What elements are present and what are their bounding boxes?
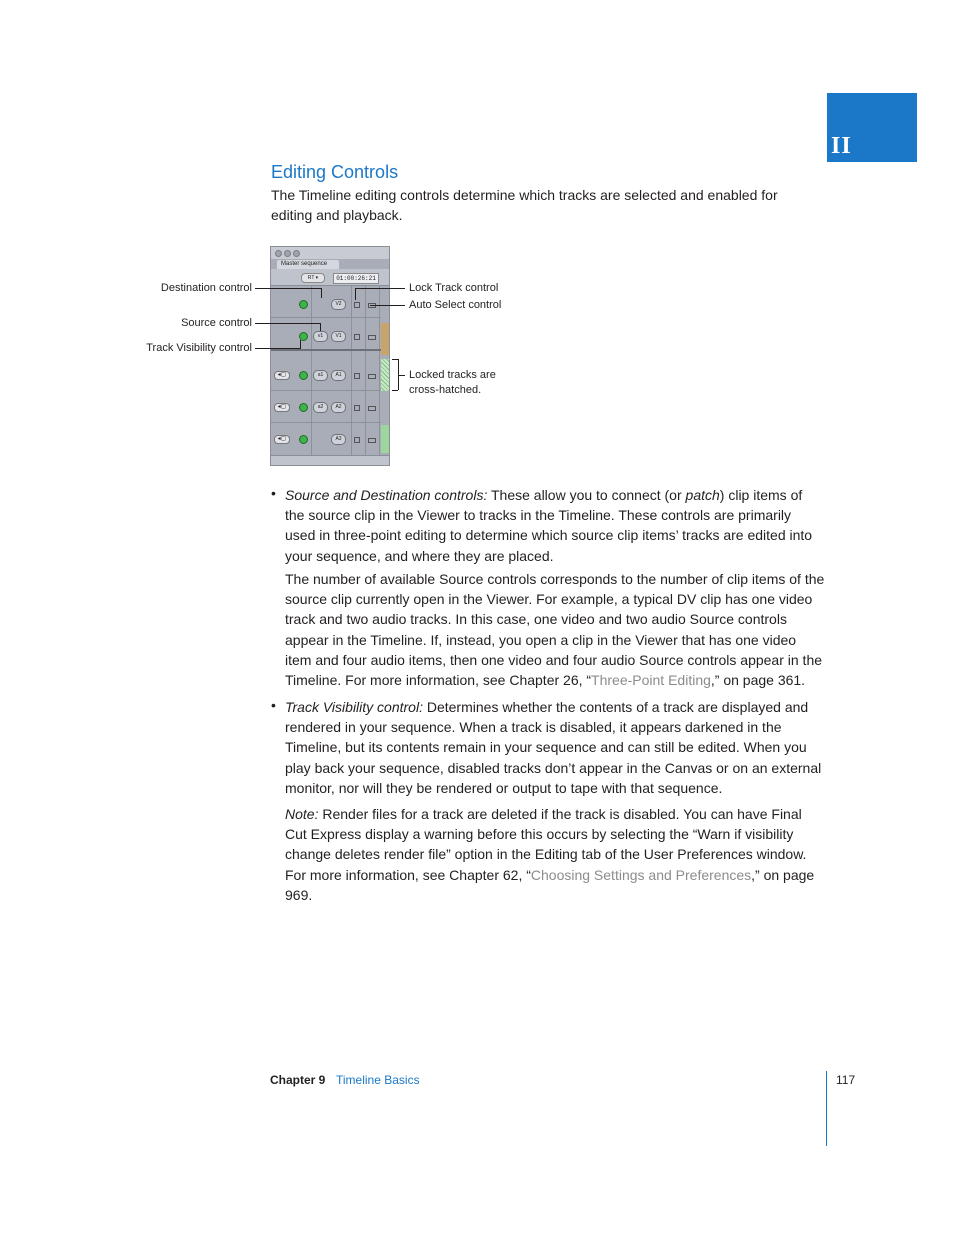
window-close-icon xyxy=(275,250,282,257)
callout-line xyxy=(255,348,300,349)
track-visibility-icon xyxy=(299,403,308,412)
bullet-italic-word: patch xyxy=(685,487,720,503)
part-tab-label: II xyxy=(831,133,852,159)
track-visibility-icon xyxy=(299,371,308,380)
callout-line xyxy=(300,340,301,349)
section-heading: Editing Controls xyxy=(271,162,399,182)
callout-line xyxy=(320,323,321,331)
track-row-v2 xyxy=(271,287,381,318)
auto-select-icon xyxy=(368,406,376,411)
cross-reference-link[interactable]: Choosing Settings and Preferences xyxy=(530,866,752,883)
callout-track-visibility-control: Track Visibility control xyxy=(146,342,252,354)
track-row-a1 xyxy=(271,360,381,391)
destination-control: V2 xyxy=(331,299,346,310)
auto-select-icon xyxy=(368,374,376,379)
callout-lock-track-control: Lock Track control xyxy=(409,282,499,294)
bullet-marker: • xyxy=(271,485,276,501)
callout-line xyxy=(255,288,321,289)
window-zoom-icon xyxy=(293,250,300,257)
callout-line xyxy=(355,288,405,289)
footer-chapter: Chapter 9 xyxy=(270,1073,326,1087)
locked-track-hatch xyxy=(381,359,390,391)
bullet-followup-paragraph xyxy=(285,569,825,690)
source-control: v1 xyxy=(313,331,328,342)
lock-icon xyxy=(354,302,360,308)
destination-control: A3 xyxy=(331,434,346,445)
timecode-display: 01:00:26:21 xyxy=(333,273,379,284)
callout-line xyxy=(355,288,356,300)
callout-line xyxy=(398,375,405,376)
speaker-icon: ◂▢ xyxy=(274,371,290,380)
window-titlebar xyxy=(271,247,390,259)
speaker-icon: ◂▢ xyxy=(274,403,290,412)
callout-line xyxy=(370,305,405,306)
lock-icon xyxy=(354,405,360,411)
note-paragraph xyxy=(285,804,825,905)
lock-icon xyxy=(354,373,360,379)
cross-reference-link[interactable]: Three-Point Editing xyxy=(591,672,711,689)
callout-bracket xyxy=(392,390,398,391)
note-text: ,” on page 969. xyxy=(285,866,815,903)
auto-select-icon xyxy=(368,438,376,443)
track-row-a2 xyxy=(271,392,381,423)
auto-select-icon xyxy=(368,335,376,340)
bullet-source-destination xyxy=(285,485,825,566)
callout-destination-control: Destination control xyxy=(160,282,252,294)
lock-icon xyxy=(354,437,360,443)
source-control: a1 xyxy=(313,370,328,381)
callout-locked-tracks-line2: cross-hatched. xyxy=(409,384,482,396)
sequence-tab: Master sequence xyxy=(277,260,339,269)
footer-chapter-title: Timeline Basics xyxy=(336,1073,420,1087)
bullet-marker: • xyxy=(271,697,276,713)
timeline-screenshot xyxy=(270,246,390,466)
lock-icon xyxy=(354,334,360,340)
part-tab xyxy=(827,93,917,162)
section-intro: The Timeline editing controls determine which tracks are selected and enabled for editing and playback. xyxy=(271,187,778,224)
page-number: 117 xyxy=(836,1073,856,1087)
track-row-a3 xyxy=(271,424,381,454)
paragraph-text: ,” on page 361. xyxy=(710,672,806,689)
bullet-track-visibility xyxy=(285,697,825,798)
callout-line xyxy=(321,288,322,298)
note-label: Note: xyxy=(285,806,319,822)
callout-line xyxy=(255,323,320,324)
bullet-term: Source and Destination controls: xyxy=(285,487,488,503)
timeline-bottom-bar xyxy=(271,455,390,466)
source-control: a2 xyxy=(313,402,328,413)
destination-control: A2 xyxy=(331,402,346,413)
speaker-icon: ◂▢ xyxy=(274,435,290,444)
destination-control: A1 xyxy=(331,370,346,381)
rt-menu: RT ▾ xyxy=(301,273,325,283)
bullet-text: ) clip items of the source clip in the Viewer to tracks in the Timeline. These controls are primarily used in three-point editing to determine which source clip items’ tracks are edited into your sequence, and where they are placed. xyxy=(285,487,813,564)
paragraph-text: The number of available Source controls corresponds to the number of clip items of the source clip currently open in the Viewer. For example, a typical DV clip has one video track and two audio tracks. In this case, one video and two audio Source controls appear in the Timeline. If, instead, you open a clip in the Viewer that has one video item and four audio items, then one video and four audio Source controls appear in the Timeline. For more information, see Chapter 26, “ xyxy=(285,571,825,689)
footer-divider xyxy=(826,1071,827,1146)
bullet-text: These allow you to connect (or xyxy=(487,487,686,503)
note-text: Render files for a track are deleted if the track is disabled. You can have Final Cut Express display a warning before this occurs by selecting the “Warn if visibility change deletes render file” option in the Editing tab of the User Preferences window. For more information, see Chapter 62, “ xyxy=(285,806,807,883)
window-minimize-icon xyxy=(284,250,291,257)
audio-clip xyxy=(381,425,390,453)
destination-control: V1 xyxy=(331,331,346,342)
bullet-term: Track Visibility control: xyxy=(285,699,423,715)
track-visibility-icon xyxy=(299,300,308,309)
callout-auto-select-control: Auto Select control xyxy=(409,299,502,311)
callout-source-control: Source control xyxy=(181,317,252,329)
video-clip xyxy=(381,323,390,355)
callout-locked-tracks-line1: Locked tracks are xyxy=(409,369,496,381)
track-visibility-icon xyxy=(299,435,308,444)
bullet-text: Determines whether the contents of a track are displayed and rendered in your sequence. When a track is disabled, it appears darkened in the Timeline, but its contents remain in your sequence and can still be edited. When you play back your sequence, disabled tracks don’t appear in the Canvas or on an external monitor, nor will they be rendered or output to tape with that sequence. xyxy=(285,699,822,796)
